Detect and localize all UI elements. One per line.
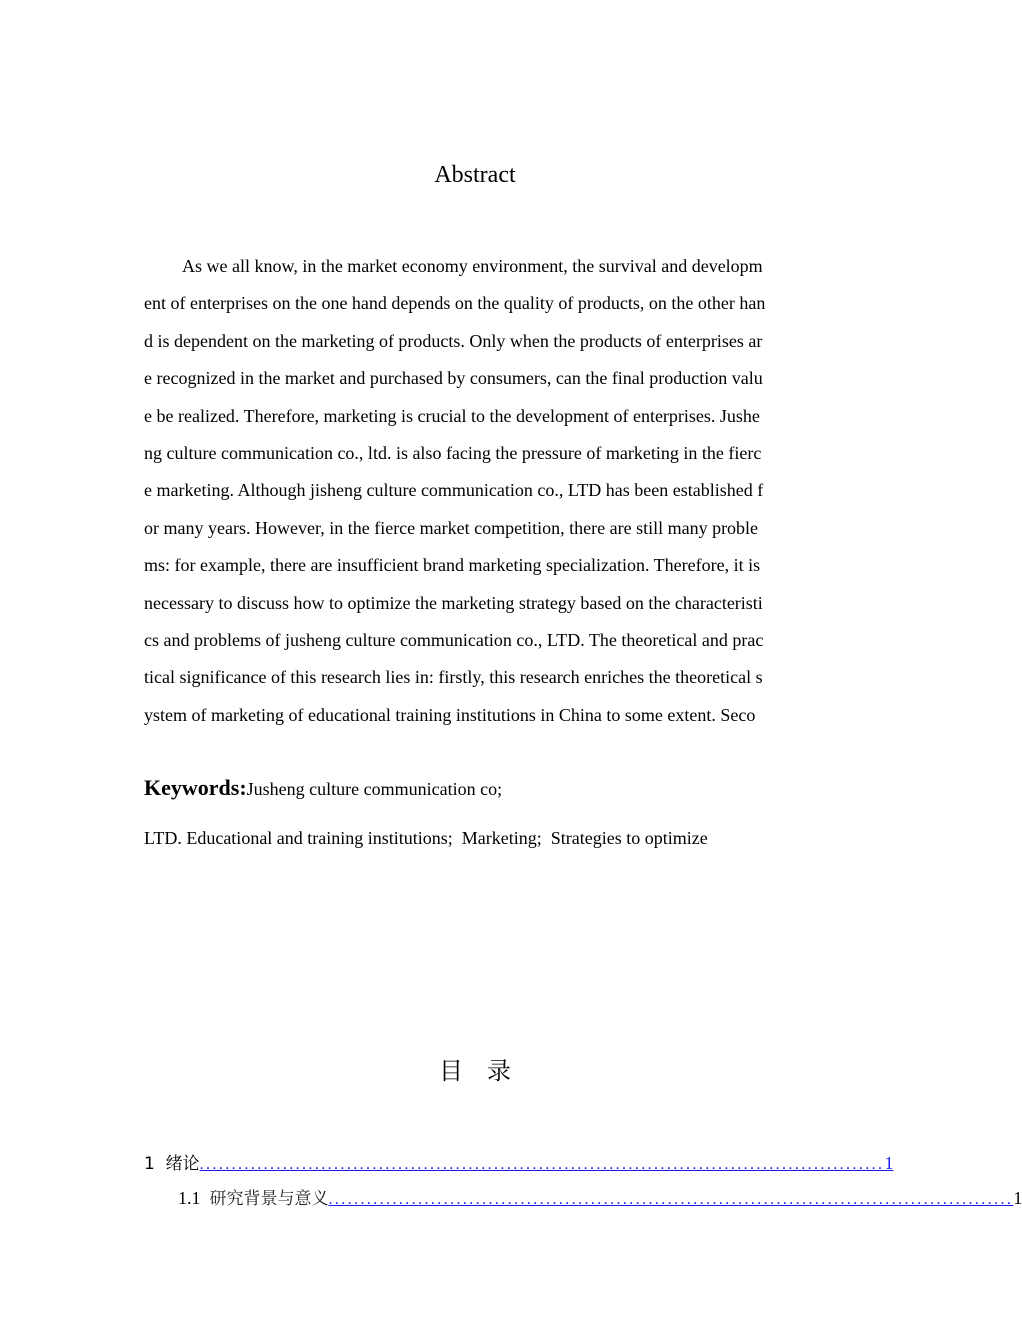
keywords-continuation: LTD. Educational and training institutions; Marketing; Strategies to optimize [144, 828, 708, 848]
abstract-line: ng culture communication co., ltd. is also facing the pressure of marketing in the fierc [144, 442, 762, 463]
toc-leader-link[interactable]: ........................................................................................................... [328, 1191, 1014, 1208]
toc-leader-link[interactable]: ........................................................................................................... [199, 1156, 885, 1173]
abstract-title: Abstract [434, 162, 516, 188]
toc-entry-label: 研究背景与意义 [209, 1189, 329, 1209]
toc-entry-number: 1.1 [178, 1188, 210, 1208]
keywords-line [144, 770, 806, 807]
abstract-line: e marketing. Although jisheng culture communication co., LTD has been established f [144, 480, 764, 501]
abstract-line: e recognized in the market and purchased by consumers, can the final production valu [144, 368, 763, 389]
abstract-line: cs and problems of jusheng culture communication co., LTD. The theoretical and prac [144, 629, 764, 650]
toc-entry-introduction[interactable] [144, 1148, 894, 1178]
abstract-body [144, 248, 806, 734]
abstract-line: or many years. However, in the fierce market competition, there are still many proble [144, 517, 759, 538]
abstract-line: necessary to discuss how to optimize the marketing strategy based on the characteristi [144, 592, 763, 613]
abstract-line: d is dependent on the marketing of products. Only when the products of enterprises ar [144, 330, 763, 351]
toc-title-char: 录 [487, 1057, 511, 1085]
toc-entry-number: 1 [144, 1154, 166, 1174]
abstract-line: tical significance of this research lies in: firstly, this research enriches the theoretical s [144, 667, 763, 688]
abstract-line: e be realized. Therefore, marketing is crucial to the development of enterprises. Jushe [144, 405, 760, 426]
abstract-line: ms: for example, there are insufficient brand marketing specialization. Therefore, it is [144, 555, 761, 576]
toc-page-number[interactable]: 1 [884, 1153, 894, 1173]
toc-entry-background[interactable] [178, 1183, 1022, 1213]
abstract-line: As we all know, in the market economy environment, the survival and developm [182, 256, 763, 276]
keywords-label: Keywords: [144, 775, 247, 800]
toc-entry-label: 绪论 [165, 1154, 200, 1174]
toc-title-char: 目 [439, 1057, 463, 1085]
abstract-line: ent of enterprises on the one hand depends on the quality of products, on the other han [144, 293, 766, 314]
toc-title [0, 1054, 950, 1088]
abstract-line: ystem of marketing of educational training institutions in China to some extent. Seco [144, 704, 756, 725]
keywords-text: Jusheng culture communication co; [246, 779, 503, 799]
toc-page-number[interactable]: 1 [1013, 1188, 1022, 1208]
